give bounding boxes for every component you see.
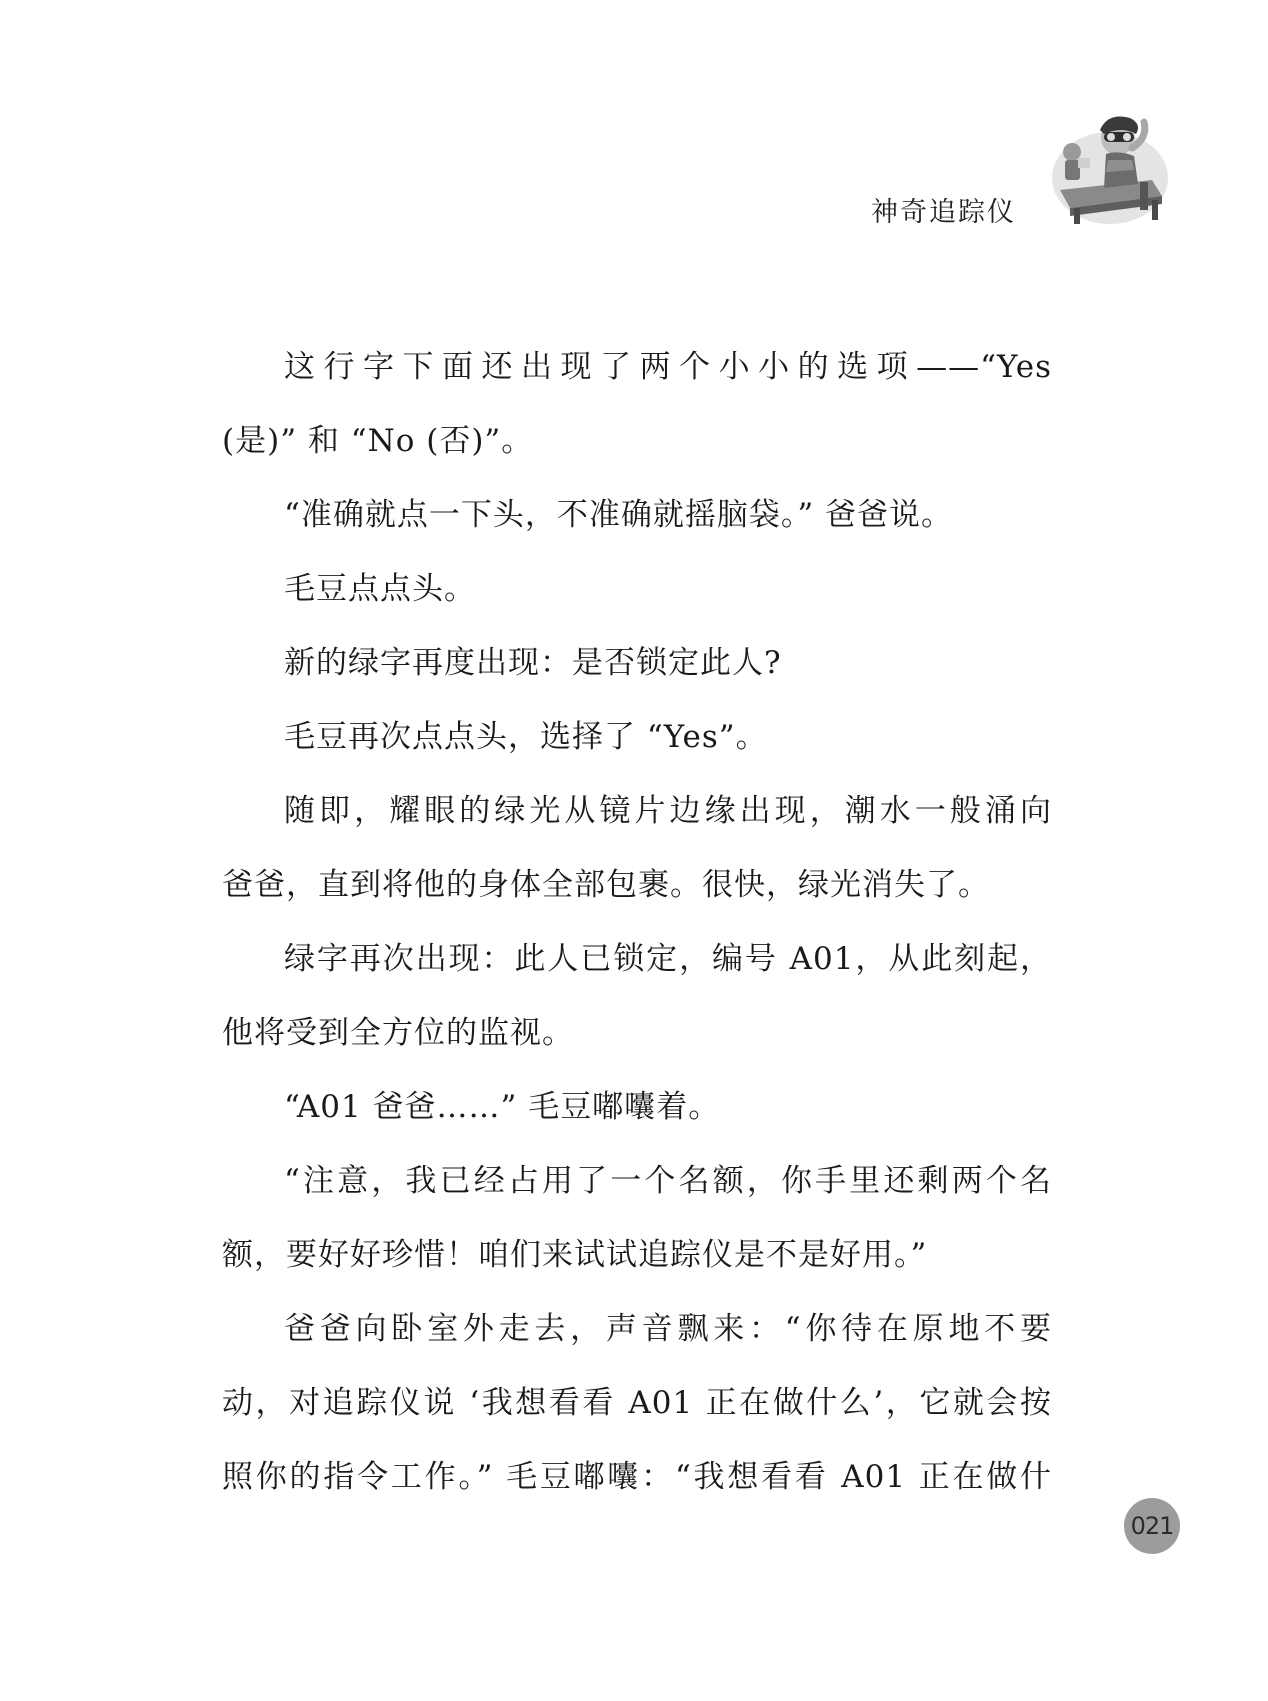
text-line: “注意，我已经占用了一个名额，你手里还剩两个名 [284, 1163, 1052, 1199]
page-number-badge: 021 [1124, 1498, 1180, 1554]
paragraph [222, 552, 1052, 626]
page-header [0, 0, 1268, 240]
text-line: 这行字下面还出现了两个小小的选项——“Yes [284, 349, 1052, 385]
text-line: 照你的指令工作。” 毛豆嘟囔：“我想看看 A01 正在做什 [222, 1459, 1052, 1495]
paragraph [222, 1070, 1052, 1144]
text-line: 毛豆再次点点头，选择了 “Yes”。 [284, 719, 768, 755]
text-line: 绿字再次出现：此人已锁定，编号 A01，从此刻起， [284, 941, 1052, 977]
chapter-title: 神奇追踪仪 [871, 197, 1016, 228]
text-line: 新的绿字再度出现：是否锁定此人? [284, 645, 782, 681]
text-line: 动，对追踪仪说 ‘我想看看 A01 正在做什么’，它就会按 [222, 1385, 1052, 1421]
text-line: (是)” 和 “No (否)”。 [222, 423, 534, 459]
paragraph [222, 700, 1052, 774]
paragraph [222, 478, 1052, 552]
text-line: 他将受到全方位的监视。 [222, 1015, 574, 1051]
text-line: 爸爸向卧室外走去，声音飘来：“你待在原地不要 [284, 1311, 1052, 1347]
paragraph [222, 922, 1052, 1070]
paragraph [222, 774, 1052, 922]
text-line: “A01 爸爸……” 毛豆嘟囔着。 [284, 1089, 721, 1125]
paragraph [222, 1144, 1052, 1292]
paragraph [222, 626, 1052, 700]
paragraph [222, 1292, 1052, 1514]
cartoon-boy-with-goggles-at-desk-icon [1048, 108, 1168, 226]
text-line: “准确就点一下头，不准确就摇脑袋。” 爸爸说。 [284, 497, 954, 533]
body-text [222, 330, 1052, 1514]
text-line: 随即，耀眼的绿光从镜片边缘出现，潮水一般涌向 [284, 793, 1052, 829]
text-line: 额，要好好珍惜！咱们来试试追踪仪是不是好用。” [222, 1237, 928, 1273]
text-line: 毛豆点点头。 [284, 571, 476, 607]
text-line: 爸爸，直到将他的身体全部包裹。很快，绿光消失了。 [222, 867, 990, 903]
paragraph [222, 330, 1052, 478]
